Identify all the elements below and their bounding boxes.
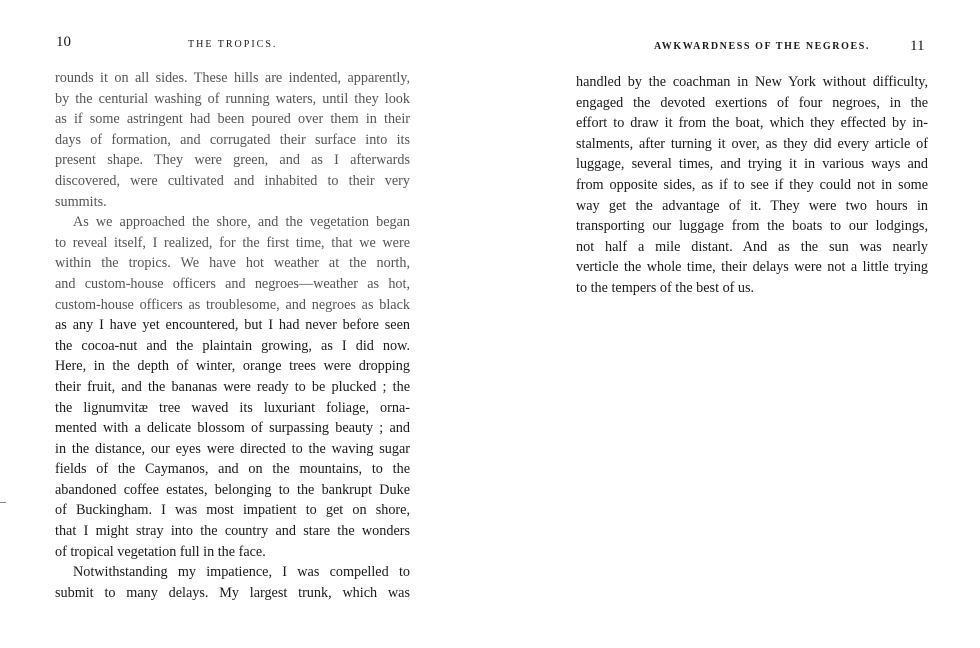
text-line: way get the advantage of it. They were two hours in: [576, 197, 928, 214]
page-edge-mark: [0, 502, 6, 503]
right-page-number: 11: [910, 38, 925, 54]
text-line: of tropical vegetation full in the face.: [55, 543, 266, 560]
text-line: verticle the whole time, their delays were not a little trying: [576, 259, 928, 276]
text-line: handled by the coachman in New York without difficulty,: [576, 74, 928, 90]
text-line: to reveal itself, I realized, for the first time, that we were: [55, 234, 410, 251]
text-line: transporting our luggage from the boats to our lodgings,: [576, 218, 928, 235]
text-line: as any I have yet encountered, but I had never before seen: [55, 317, 410, 334]
right-body-text: [576, 72, 928, 299]
text-line: custom-house officers as troublesome, and negroes as black: [55, 296, 410, 313]
text-line: and custom-house officers and negroes—weather as hot,: [55, 275, 410, 292]
text-line: effort to draw it from the boat, which they effected by in-: [576, 115, 928, 132]
text-line: from opposite sides, as if to see if they could not in some: [576, 176, 928, 193]
text-line: to the tempers of the best of us.: [576, 279, 755, 296]
left-body-text: [55, 68, 410, 603]
text-line: summits.: [55, 193, 107, 210]
text-line: luggage, several times, and trying it in various ways and: [576, 156, 928, 173]
text-line: present shape. They were green, and as I afterwards: [55, 152, 410, 169]
text-line: As we approached the shore, and the vegetation began: [73, 214, 410, 231]
text-line: of Buckingham. I was most impatient to get on shore,: [55, 502, 410, 519]
text-line: abandoned coffee estates, belonging to the bankrupt Duke: [55, 481, 410, 498]
text-line: the lignumvitæ tree waved its luxuriant foliage, orna-: [55, 399, 410, 416]
left-running-head: THE TROPICS.: [188, 39, 278, 50]
text-line: by the centurial washing of running waters, until they look: [55, 90, 410, 107]
text-line: their fruit, and the bananas were ready to be plucked ; the: [55, 378, 410, 395]
right-page: [490, 0, 980, 648]
text-line: engaged the devoted exertions of four negroes, in the: [576, 94, 928, 111]
text-line: mented with a delicate blossom of surpassing beauty ; and: [55, 420, 410, 437]
text-line: as if some astringent had been poured over them in their: [55, 111, 410, 128]
left-page-number: 10: [56, 34, 71, 50]
text-line: that I might stray into the country and stare the wonders: [55, 523, 410, 540]
text-line: days of formation, and corrugated their surface into its: [55, 131, 410, 148]
text-line: Here, in the depth of winter, orange trees were dropping: [55, 358, 410, 375]
text-line: the cocoa-nut and the plaintain growing, as I did now.: [55, 337, 410, 354]
text-line: Notwithstanding my impatience, I was compelled to: [73, 564, 410, 581]
text-line: fields of the Caymanos, and on the mountains, to the: [55, 461, 410, 478]
text-line: within the tropics. We have hot weather at the north,: [55, 255, 410, 272]
right-running-head: AWKWARDNESS OF THE NEGROES.: [654, 41, 871, 52]
text-line: discovered, were cultivated and inhabited to their very: [55, 172, 410, 189]
text-line: rounds it on all sides. These hills are indented, apparently,: [55, 70, 410, 86]
text-line: stalments, after turning it over, as they did every article of: [576, 135, 928, 152]
text-line: not half a mile distant. And as the sun was nearly: [576, 238, 928, 255]
text-line: submit to many delays. My largest trunk, which was: [55, 584, 410, 601]
text-line: in the distance, our eyes were directed to the waving sugar: [55, 440, 410, 457]
